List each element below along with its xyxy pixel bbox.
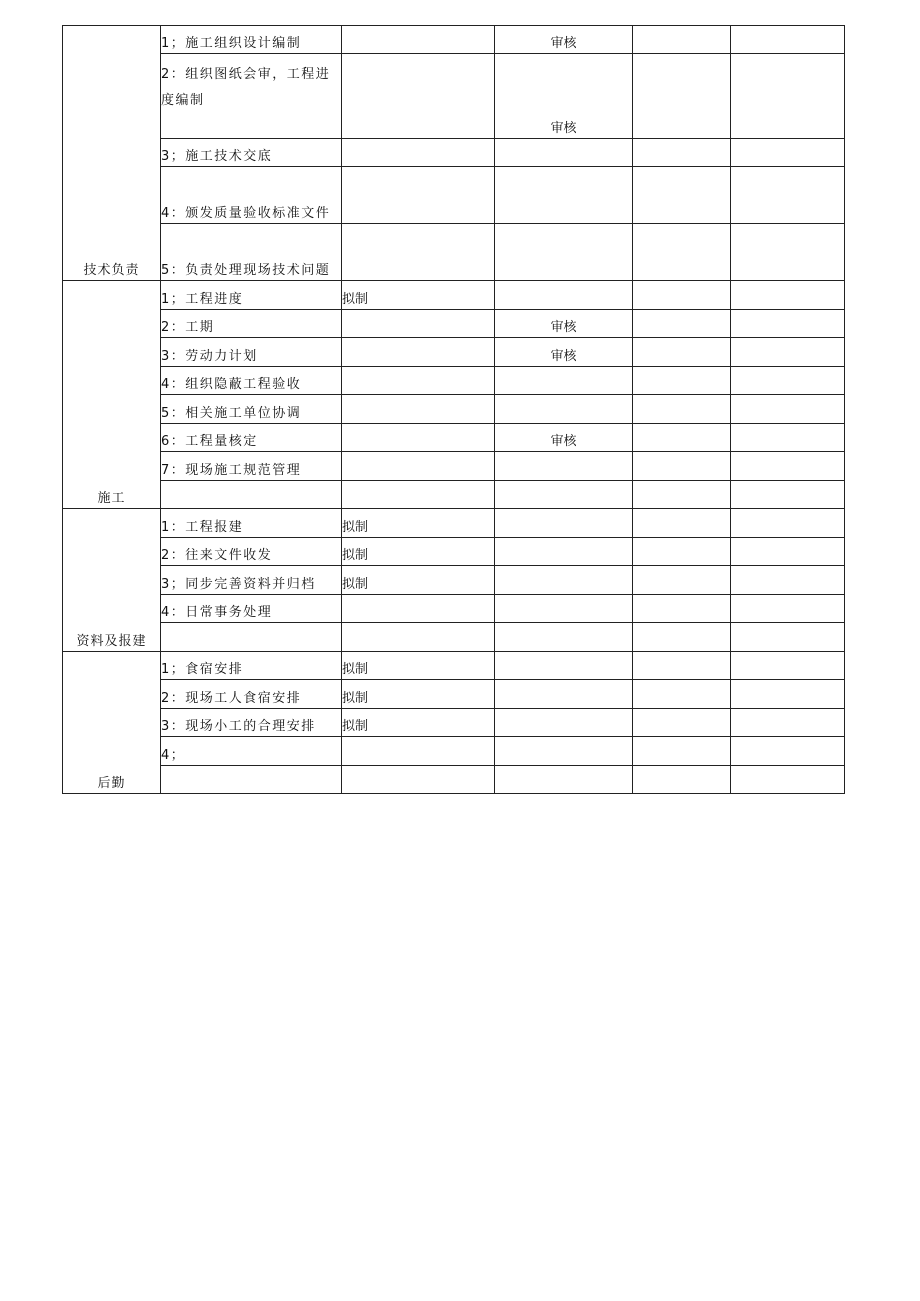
table-row — [63, 680, 845, 709]
task-cell: 1：工程报建 — [161, 509, 342, 538]
review-cell — [495, 452, 633, 481]
task-cell: 4：颁发质量验收标准文件 — [161, 167, 342, 224]
draft-cell — [342, 310, 495, 338]
table-row — [63, 54, 845, 139]
task-cell: 7：现场施工规范管理 — [161, 452, 342, 481]
table-row — [63, 481, 845, 509]
table-row — [63, 26, 845, 54]
empty-cell — [633, 167, 731, 224]
task-cell: 1；施工组织设计编制 — [161, 26, 342, 54]
review-cell: 审核 — [495, 424, 633, 452]
table-row — [63, 310, 845, 338]
review-cell — [495, 367, 633, 395]
empty-cell — [731, 424, 845, 452]
table-row — [63, 167, 845, 224]
empty-cell — [633, 310, 731, 338]
draft-cell: 拟制 — [342, 509, 495, 538]
task-cell: 6：工程量核定 — [161, 424, 342, 452]
task-cell — [161, 766, 342, 794]
review-cell — [495, 652, 633, 680]
empty-cell — [633, 652, 731, 680]
draft-cell — [342, 481, 495, 509]
review-cell — [495, 167, 633, 224]
draft-cell — [342, 338, 495, 367]
empty-cell — [731, 452, 845, 481]
review-cell — [495, 281, 633, 310]
draft-cell — [342, 139, 495, 167]
empty-cell — [731, 281, 845, 310]
draft-cell: 拟制 — [342, 566, 495, 595]
empty-cell — [731, 338, 845, 367]
review-cell — [495, 566, 633, 595]
draft-cell — [342, 395, 495, 424]
review-cell — [495, 737, 633, 766]
empty-cell — [633, 766, 731, 794]
empty-cell — [731, 709, 845, 737]
table-row — [63, 395, 845, 424]
draft-cell — [342, 424, 495, 452]
review-cell — [495, 395, 633, 424]
draft-cell — [342, 595, 495, 623]
empty-cell — [633, 452, 731, 481]
task-cell: 3：现场小工的合理安排 — [161, 709, 342, 737]
empty-cell — [633, 367, 731, 395]
table-row — [63, 709, 845, 737]
task-cell: 4； — [161, 737, 342, 766]
review-cell — [495, 139, 633, 167]
draft-cell: 拟制 — [342, 709, 495, 737]
review-cell: 审核 — [495, 26, 633, 54]
review-cell — [495, 224, 633, 281]
empty-cell — [633, 566, 731, 595]
draft-cell — [342, 224, 495, 281]
empty-cell — [731, 395, 845, 424]
empty-cell — [731, 367, 845, 395]
draft-cell — [342, 26, 495, 54]
draft-cell: 拟制 — [342, 538, 495, 566]
task-cell: 4：组织隐蔽工程验收 — [161, 367, 342, 395]
draft-cell — [342, 54, 495, 139]
review-cell — [495, 538, 633, 566]
empty-cell — [731, 54, 845, 139]
empty-cell — [633, 709, 731, 737]
task-cell: 2：工期 — [161, 310, 342, 338]
empty-cell — [633, 54, 731, 139]
table-row — [63, 766, 845, 794]
table-row — [63, 623, 845, 652]
table-row — [63, 281, 845, 310]
empty-cell — [633, 680, 731, 709]
empty-cell — [731, 595, 845, 623]
table-row — [63, 566, 845, 595]
review-cell — [495, 595, 633, 623]
category-construction: 施工 — [63, 281, 161, 509]
empty-cell — [731, 538, 845, 566]
empty-cell — [633, 139, 731, 167]
table-row — [63, 424, 845, 452]
draft-cell: 拟制 — [342, 281, 495, 310]
task-cell: 3：劳动力计划 — [161, 338, 342, 367]
table-row — [63, 338, 845, 367]
table-row — [63, 595, 845, 623]
empty-cell — [633, 623, 731, 652]
task-cell: 1；工程进度 — [161, 281, 342, 310]
empty-cell — [633, 26, 731, 54]
empty-cell — [633, 538, 731, 566]
responsibility-table — [62, 25, 845, 794]
review-cell — [495, 481, 633, 509]
empty-cell — [633, 395, 731, 424]
review-cell — [495, 766, 633, 794]
review-cell — [495, 509, 633, 538]
draft-cell — [342, 737, 495, 766]
draft-cell: 拟制 — [342, 652, 495, 680]
task-cell: 3；同步完善资料并归档 — [161, 566, 342, 595]
review-cell: 审核 — [495, 54, 633, 139]
review-cell — [495, 680, 633, 709]
task-cell: 2：往来文件收发 — [161, 538, 342, 566]
task-cell: 3；施工技术交底 — [161, 139, 342, 167]
empty-cell — [731, 566, 845, 595]
empty-cell — [731, 26, 845, 54]
empty-cell — [633, 338, 731, 367]
draft-cell — [342, 623, 495, 652]
review-cell — [495, 623, 633, 652]
task-cell: 5：负责处理现场技术问题 — [161, 224, 342, 281]
empty-cell — [731, 652, 845, 680]
empty-cell — [633, 281, 731, 310]
task-cell: 5：相关施工单位协调 — [161, 395, 342, 424]
category-documents-permits: 资料及报建 — [63, 509, 161, 652]
empty-cell — [633, 224, 731, 281]
empty-cell — [731, 623, 845, 652]
review-cell: 审核 — [495, 338, 633, 367]
empty-cell — [731, 737, 845, 766]
empty-cell — [633, 481, 731, 509]
empty-cell — [731, 481, 845, 509]
draft-cell — [342, 452, 495, 481]
empty-cell — [633, 737, 731, 766]
draft-cell — [342, 167, 495, 224]
table-row — [63, 452, 845, 481]
empty-cell — [731, 680, 845, 709]
category-logistics: 后勤 — [63, 652, 161, 794]
task-cell: 2：现场工人食宿安排 — [161, 680, 342, 709]
table-row — [63, 652, 845, 680]
review-cell: 审核 — [495, 310, 633, 338]
empty-cell — [633, 509, 731, 538]
empty-cell — [633, 424, 731, 452]
empty-cell — [731, 310, 845, 338]
empty-cell — [633, 595, 731, 623]
table-row — [63, 367, 845, 395]
task-cell: 4：日常事务处理 — [161, 595, 342, 623]
empty-cell — [731, 167, 845, 224]
table-row — [63, 538, 845, 566]
table-row — [63, 224, 845, 281]
task-cell — [161, 481, 342, 509]
draft-cell: 拟制 — [342, 680, 495, 709]
review-cell — [495, 709, 633, 737]
empty-cell — [731, 509, 845, 538]
empty-cell — [731, 224, 845, 281]
table-row — [63, 737, 845, 766]
draft-cell — [342, 367, 495, 395]
empty-cell — [731, 766, 845, 794]
table-row — [63, 139, 845, 167]
task-cell: 1；食宿安排 — [161, 652, 342, 680]
empty-cell — [731, 139, 845, 167]
task-cell — [161, 623, 342, 652]
category-tech-lead: 技术负责 — [63, 26, 161, 281]
task-cell: 2：组织图纸会审，工程进度编制 — [161, 54, 342, 139]
draft-cell — [342, 766, 495, 794]
table-row — [63, 509, 845, 538]
